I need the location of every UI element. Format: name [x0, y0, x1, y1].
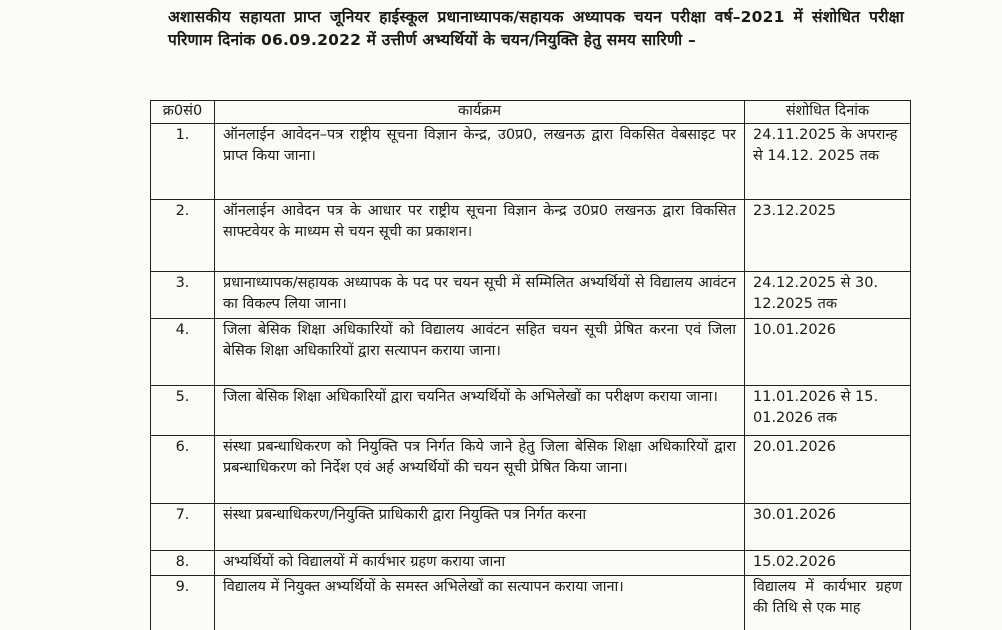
row-date: 11.01.2026 से 15. 01.2026 तक [745, 386, 911, 436]
header-task: कार्यक्रम [215, 101, 745, 124]
row-task: ऑनलाईन आवेदन–पत्र राष्ट्रीय सूचना विज्ञान केन्द्र, उ0प्र0, लखनऊ द्वारा विकसित वेबसाइट पर प्राप्त किया जाना। [215, 124, 745, 200]
table-row [151, 551, 911, 576]
row-serial: 5. [151, 386, 215, 436]
row-date: 15.02.2026 [745, 551, 911, 576]
row-date: 24.11.2025 के अपरान्ह से 14.12. 2025 तक [745, 124, 911, 200]
row-serial: 4. [151, 319, 215, 386]
row-date: 24.12.2025 से 30. 12.2025 तक [745, 272, 911, 319]
table-row [151, 504, 911, 551]
row-task: अभ्यर्थियों को विद्यालयों में कार्यभार ग्रहण कराया जाना [215, 551, 745, 576]
table-row [151, 272, 911, 319]
row-task: ऑनलाईन आवेदन पत्र के आधार पर राष्ट्रीय सूचना विज्ञान केन्द्र उ0प्र0 लखनऊ द्वारा विकसित साफ्टवेयर के माध्यम से चयन सूची का प्रकाशन। [215, 200, 745, 272]
schedule-table [150, 100, 911, 630]
row-date: 23.12.2025 [745, 200, 911, 272]
row-serial: 8. [151, 551, 215, 576]
row-task: जिला बेसिक शिक्षा अधिकारियों द्वारा चयनित अभ्यर्थियों के अभिलेखों का परीक्षण कराया जाना। [215, 386, 745, 436]
table-row [151, 576, 911, 630]
header-serial: क्र0सं0 [151, 101, 215, 124]
row-serial: 3. [151, 272, 215, 319]
row-serial: 6. [151, 436, 215, 504]
row-task: प्रधानाध्यापक/सहायक अध्यापक के पद पर चयन सूची में सम्मिलित अभ्यर्थियों से विद्यालय आवंटन का विकल्प लिया जाना। [215, 272, 745, 319]
row-task: संस्था प्रबन्धाधिकरण को नियुक्ति पत्र निर्गत किये जाने हेतु जिला बेसिक शिक्षा अधिकारियों द्वारा प्रबन्धाधिकरण को निर्देश एवं अर्ह अभ्यर्थियों की चयन सूची प्रेषित किया जाना। [215, 436, 745, 504]
row-date: विद्यालय में कार्यभार ग्रहण की तिथि से एक माह [745, 576, 911, 630]
table-header-row [151, 101, 911, 124]
table-row [151, 386, 911, 436]
row-date: 20.01.2026 [745, 436, 911, 504]
row-task: संस्था प्रबन्धाधिकरण/नियुक्ति प्राधिकारी द्वारा नियुक्ति पत्र निर्गत करना [215, 504, 745, 551]
row-serial: 2. [151, 200, 215, 272]
row-date: 10.01.2026 [745, 319, 911, 386]
row-serial: 7. [151, 504, 215, 551]
header-date: संशोधित दिनांक [745, 101, 911, 124]
table-row [151, 436, 911, 504]
row-date: 30.01.2026 [745, 504, 911, 551]
row-task: विद्यालय में नियुक्त अभ्यर्थियों के समस्त अभिलेखों का सत्यापन कराया जाना। [215, 576, 745, 630]
table-row [151, 319, 911, 386]
table-row [151, 200, 911, 272]
row-serial: 9. [151, 576, 215, 630]
document-heading: अशासकीय सहायता प्राप्त जूनियर हाईस्कूल प्रधानाध्यापक/सहायक अध्यापक चयन परीक्षा वर्ष–2021 में संशोधित परीक्षा परिणाम दिनांक 06.09.2022 में उत्तीर्ण अभ्यर्थियों के चयन/नियुक्ति हेतु समय सारिणी – [168, 8, 904, 49]
row-serial: 1. [151, 124, 215, 200]
table-row [151, 124, 911, 200]
row-task: जिला बेसिक शिक्षा अधिकारियों को विद्यालय आवंटन सहित चयन सूची प्रेषित करना एवं जिला बेसिक शिक्षा अधिकारियों द्वारा सत्यापन कराया जाना। [215, 319, 745, 386]
